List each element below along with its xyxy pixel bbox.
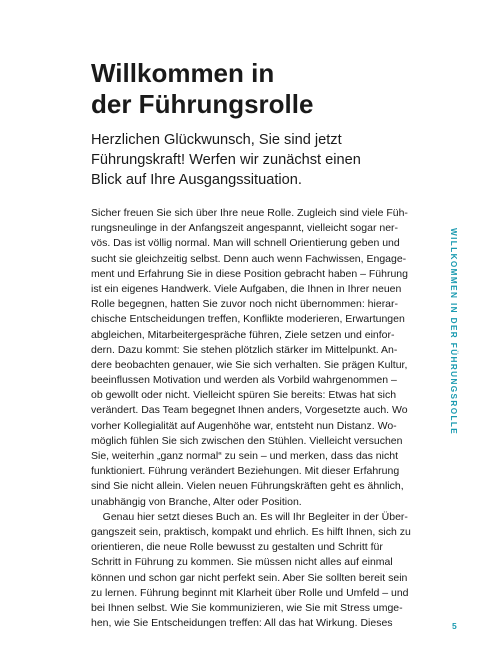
- intro-line-2: Führungskraft! Werfen wir zunächst einen: [91, 152, 361, 168]
- body-line: vorher Kollegialität auf Augenhöhe war, entsteht nun Distanz. Wo-: [91, 419, 397, 432]
- body-line: unabhängig von Branche, Alter oder Position.: [91, 495, 302, 508]
- body-line: funktioniert. Führung verändert Beziehungen. Mit dieser Erfahrung: [91, 465, 400, 478]
- body-line: ment und Erfahrung Sie in diese Position gebracht haben – Führung: [91, 267, 408, 280]
- body-line: können und schon gar nicht perfekt sein. Aber Sie sollten bereit sein: [91, 571, 408, 584]
- body-line: gangszeit sein, praktisch, kompakt und ehrlich. Es hilft Ihnen, sich zu: [91, 525, 411, 538]
- body-line: Genau hier setzt dieses Buch an. Es will Ihr Begleiter in der Über-: [91, 510, 408, 523]
- intro-line-3: Blick auf Ihre Ausgangssituation.: [91, 172, 302, 188]
- intro-line-1: Herzlichen Glückwunsch, Sie sind jetzt: [91, 132, 342, 148]
- body-line: möglich fühlen Sie sich zwischen den Stühlen. Vielleicht versuchen: [91, 434, 403, 447]
- body-line: bei Ihnen selbst. Wie Sie kommunizieren, wie Sie mit Stress umge-: [91, 601, 403, 614]
- page-title: [91, 58, 431, 120]
- body-text: [91, 206, 421, 631]
- running-header-side-label: WILLKOMMEN IN DER FÜHRUNGSROLLE: [449, 228, 458, 436]
- body-line: dern. Dazu kommt: Sie stehen plötzlich stärker im Mittelpunkt. An-: [91, 343, 398, 356]
- body-line: Sicher freuen Sie sich über Ihre neue Rolle. Zugleich sind viele Füh-: [91, 207, 408, 219]
- title-line-2: der Führungsrolle: [91, 89, 314, 119]
- body-line: hen, wie Sie Entscheidungen treffen: All das hat Wirkung. Dieses: [91, 617, 393, 630]
- body-line: dere beobachten genauer, wie Sie sich verhalten. Sie prägen Kultur,: [91, 358, 408, 371]
- body-line: sind Sie nicht allein. Vielen neuen Führungskräften geht es ähnlich,: [91, 480, 404, 493]
- body-line: ob gewollt oder nicht. Vielleicht spüren Sie bereits: Etwas hat sich: [91, 389, 397, 402]
- body-line: rungsneulinge in der Anfangszeit angespannt, vielleicht sogar ner-: [91, 222, 399, 235]
- body-line: sucht sie gleichzeitig selbst. Denn auch wenn Fachwissen, Engage-: [91, 252, 407, 265]
- body-line: orientieren, die neue Rolle bewusst zu gestalten und Schritt für: [91, 541, 383, 554]
- intro-paragraph: [91, 130, 451, 190]
- body-line: verändert. Das Team begegnet Ihnen anders, Vorgesetzte auch. Wo: [91, 404, 408, 417]
- body-line: beeinflussen Motivation und werden als Vorbild wahrgenommen –: [91, 374, 397, 387]
- body-line: abgleichen, Mitarbeitergespräche führen, Ziele setzen und einfor-: [91, 328, 395, 341]
- body-line: zu lernen. Führung beginnt mit Klarheit über Rolle und Umfeld – und: [91, 586, 409, 599]
- page-number: 5: [452, 621, 457, 631]
- body-line: Sie, weiterhin „ganz normal“ zu sein – und merken, dass das nicht: [91, 450, 398, 462]
- body-line: ist ein eigenes Handwerk. Viele Aufgaben, die Ihnen in Ihrer neuen: [91, 282, 402, 295]
- body-line: Rolle begegnen, hatten Sie zuvor noch nicht übernommen: hierar-: [91, 298, 399, 311]
- body-line: vös. Das ist völlig normal. Man will schnell Orientierung geben und: [91, 237, 400, 250]
- body-line: chische Entscheidungen treffen, Konflikte moderieren, Erwartungen: [91, 313, 405, 326]
- title-line-1: Willkommen in: [91, 58, 275, 88]
- body-line: Schritt in Führung zu kommen. Sie müssen nicht alles auf einmal: [91, 556, 393, 569]
